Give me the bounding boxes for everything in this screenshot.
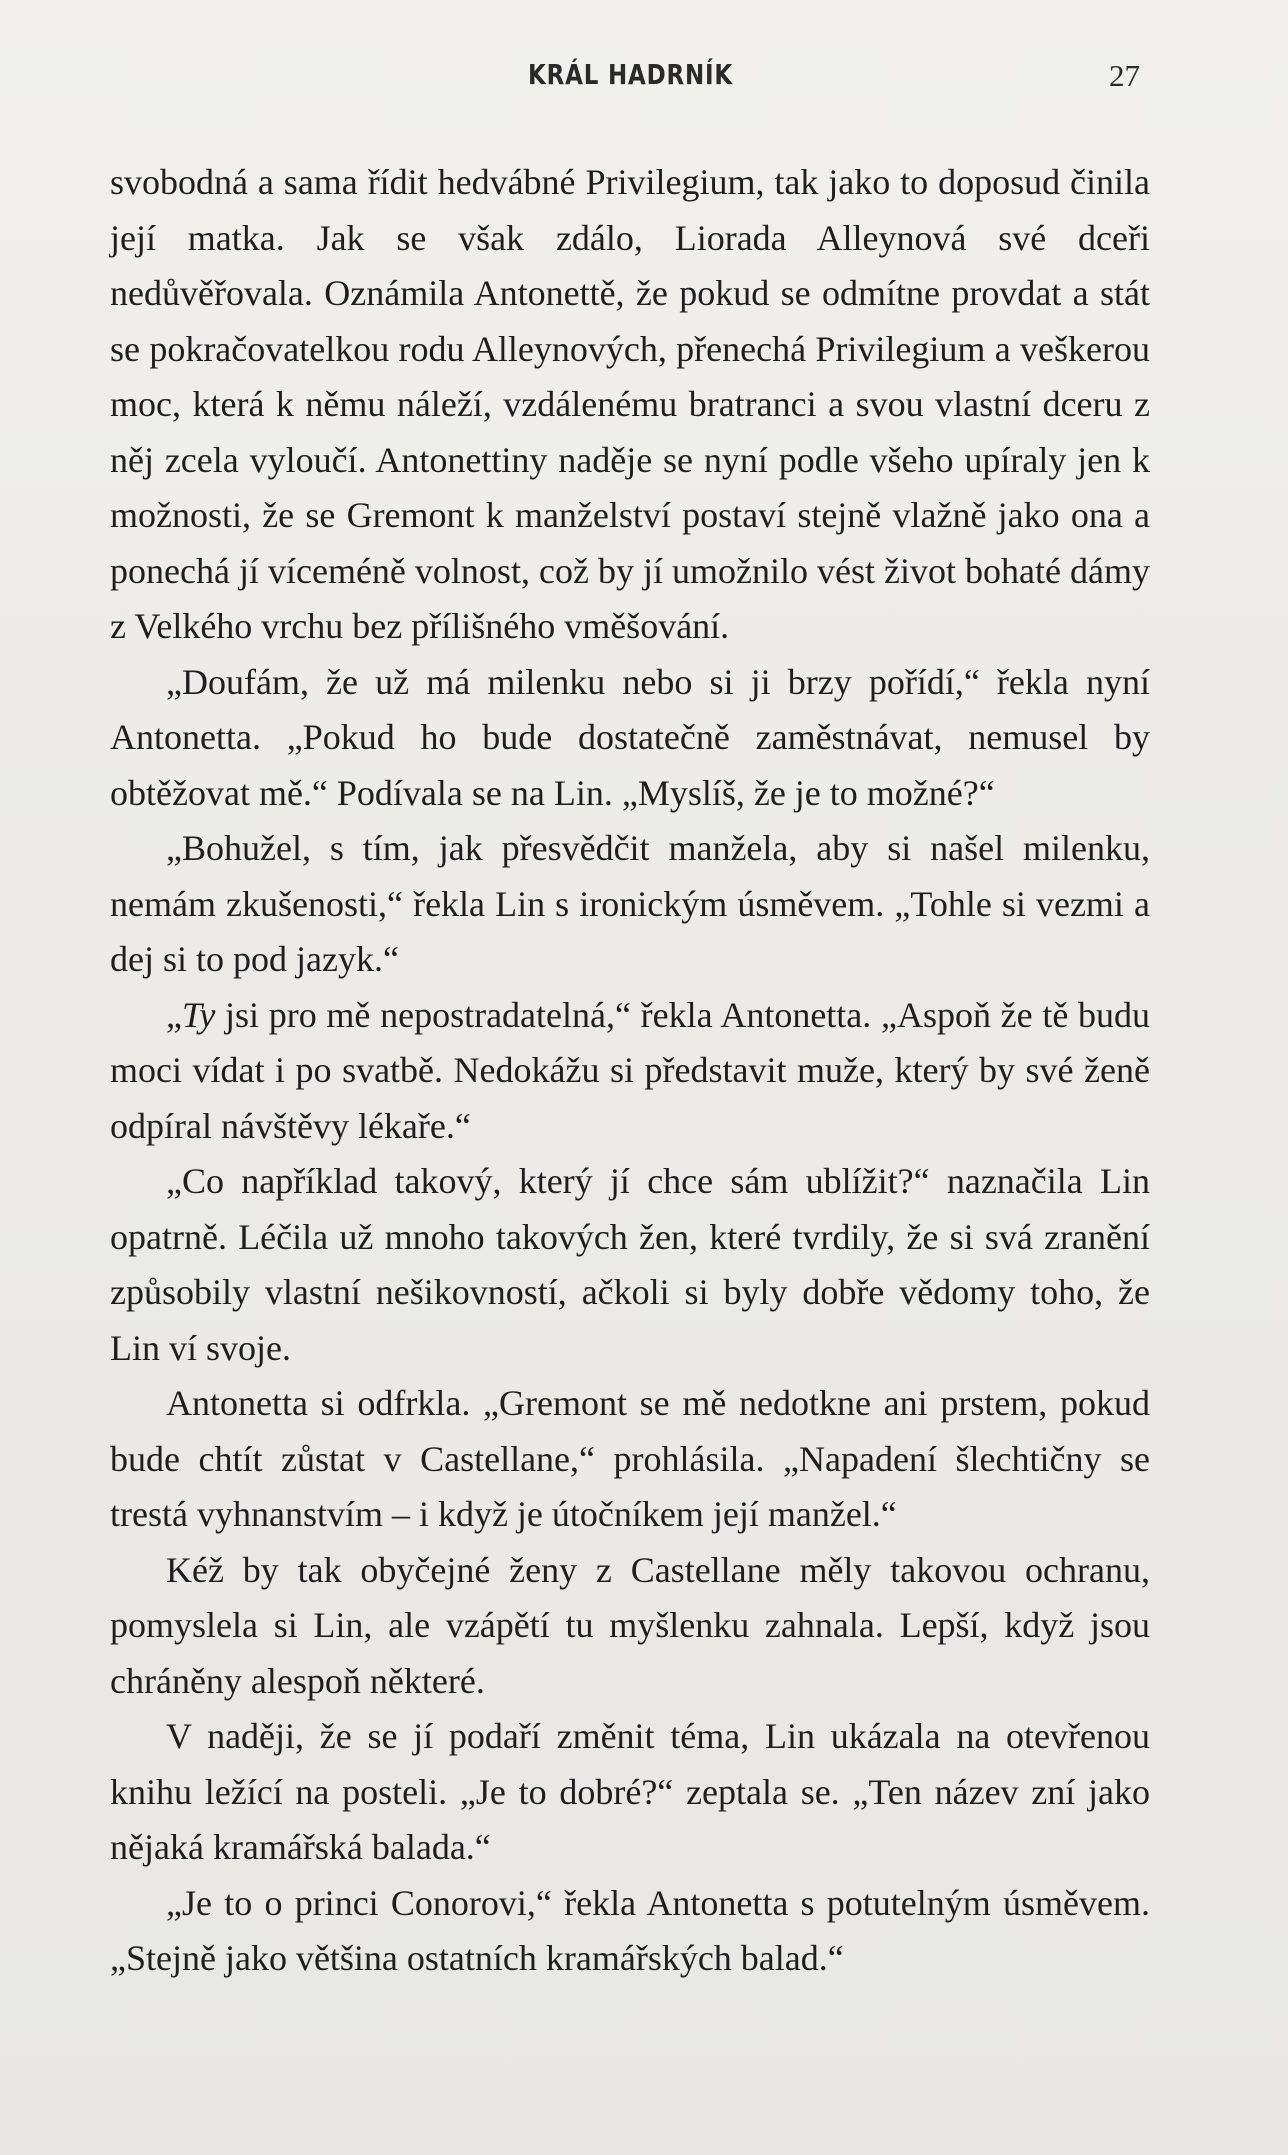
paragraph: svobodná a sama řídit hedvábné Privilegium, tak jako to doposud činila její matka. Jak se však zdálo, Liorada Alleynová své dceři nedůvěřovala. Oznámila Antonettě, že pokud se odmítne provdat a stát se pokračovatelkou rodu Alleynových, přenechá Privilegium a veškerou moc, která k němu náleží, vzdálenému bratranci a svou vlastní dceru z něj zcela vyloučí. Antonettiny naděje se nyní podle všeho upíraly jen k možnosti, že se Gremont k manželství postaví stejně vlažně jako ona a ponechá jí víceméně volnost, což by jí umožnilo vést život bohaté dámy z Velkého vrchu bez přílišného vměšování. — [110, 162, 1150, 646]
paragraph: Kéž by tak obyčejné ženy z Castellane měly takovou ochranu, pomyslela si Lin, ale vzápětí tu myšlenku zahnala. Lepší, když jsou chráněny alespoň některé. — [110, 1549, 1150, 1701]
paragraph: Antonetta si odfrkla. „Gremont se mě nedotkne ani prstem, pokud bude chtít zůstat v Castellane,“ prohlásila. „Napadení šlechtičny se trestá vyhnanstvím – i když je útočníkem její manžel.“ — [110, 1383, 1150, 1534]
body-text — [110, 155, 1150, 1987]
page-number: 27 — [1109, 58, 1140, 93]
paragraph: „Bohužel, s tím, jak přesvědčit manžela, aby si našel milenku, nemám zkušenosti,“ řekla Lin s ironickým úsměvem. „Tohle si vezmi a dej si to pod jazyk.“ — [110, 828, 1150, 979]
page-header — [110, 58, 1140, 102]
paragraph: V naději, že se jí podaří změnit téma, Lin ukázala na otevřenou knihu ležící na posteli. „Je to dobré?“ zeptala se. „Ten název zní jako nějaká kramářská balada.“ — [110, 1716, 1150, 1867]
paragraph: „Doufám, že už má milenku nebo si ji brzy pořídí,“ řekla nyní Antonetta. „Pokud ho bude dostatečně zaměstnávat, nemusel by obtěžovat mě.“ Podívala se na Lin. „Myslíš, že je to možné?“ — [110, 661, 1150, 813]
paragraph-text: jsi pro mě nepostradatelná,“ řekla Antonetta. „Aspoň že tě budu moci vídat i po svatbě. Nedokážu si představit muže, který by své ženě odpíral návštěvy lékaře.“ — [110, 994, 1150, 1146]
opening-quote: „ — [166, 994, 182, 1035]
emphasized-word: Ty — [181, 994, 216, 1035]
paragraph: „Co například takový, který jí chce sám ublížit?“ naznačila Lin opatrně. Léčila už mnoho takových žen, které tvrdily, že si svá zranění způsobily vlastní nešikovností, ačkoli si byly dobře vědomy toho, že Lin ví svoje. — [110, 1161, 1150, 1368]
paragraph — [110, 988, 1150, 1155]
running-title: KRÁL HADRNÍK — [528, 58, 733, 91]
paragraph: „Je to o princi Conorovi,“ řekla Antonetta s potutelným úsměvem. „Stejně jako většina ostatních kramářských balad.“ — [110, 1882, 1150, 1978]
